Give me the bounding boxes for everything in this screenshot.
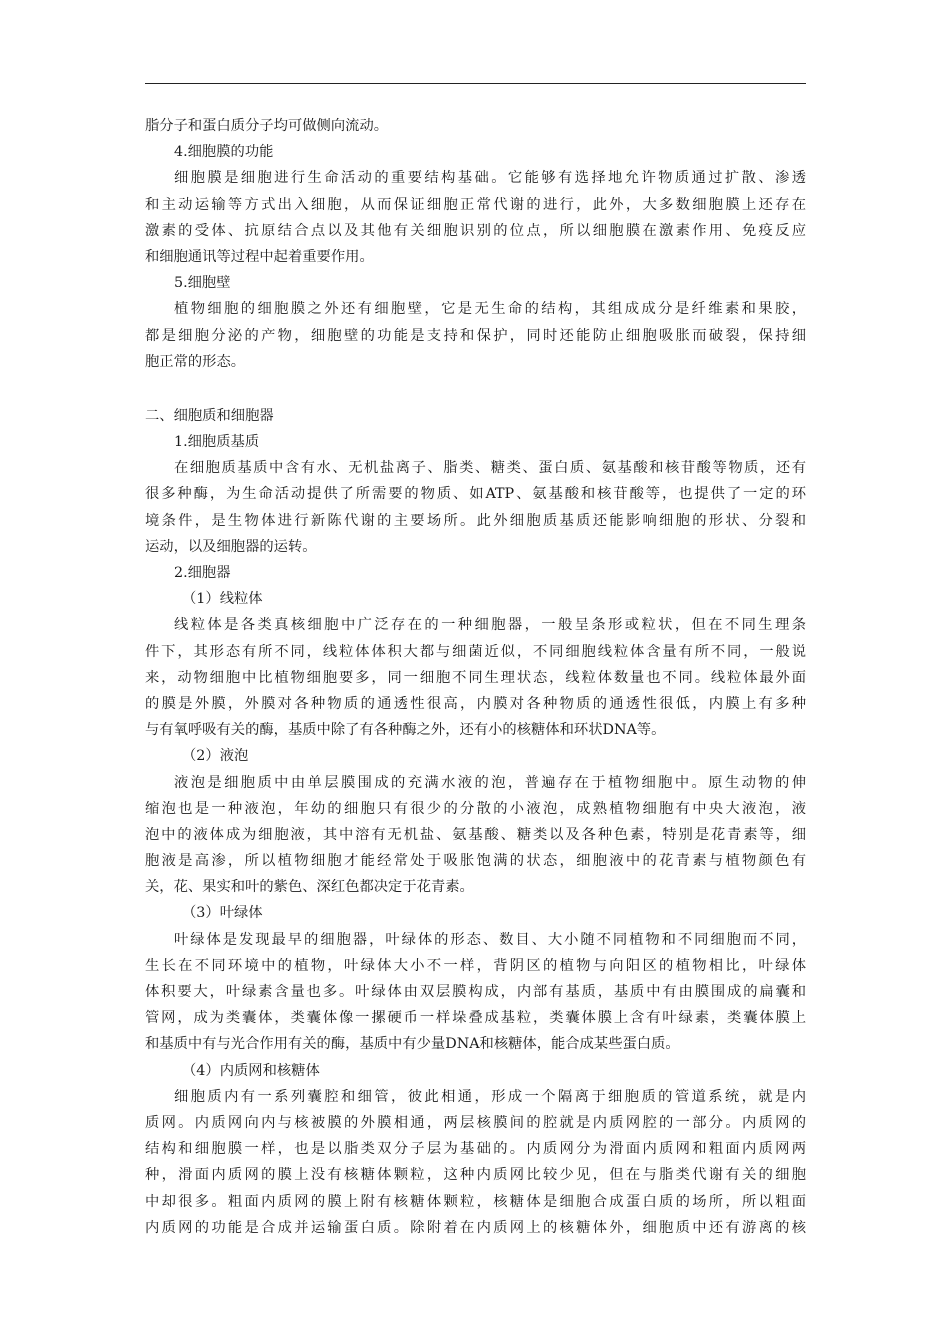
text-line: 来，动物细胞中比植物细胞要多，同一细胞不同生理状态，线粒体数量也不同。线粒体最外面 (145, 669, 806, 686)
text-line: 激素的受体、抗原结合点以及其他有关细胞识别的位点，所以细胞膜在激素作用、免疫反应 (145, 222, 806, 239)
text-line: 种，滑面内质网的膜上没有核糖体颗粒，这种内质网比较少见，但在与脂类代谢有关的细胞 (145, 1167, 806, 1184)
text-line: 叶绿体是发现最早的细胞器，叶绿体的形态、数目、大小随不同植物和不同细胞而不同， (174, 931, 806, 948)
paragraph-er-ribosome (145, 1084, 806, 1241)
heading-membrane-function: 4.细胞膜的功能 (174, 144, 274, 161)
text-line: 与有氧呼吸有关的酶，基质中除了有各种酶之外，还有小的核糖体和环状DNA等。 (145, 722, 666, 739)
paragraph-chloroplast (145, 927, 806, 1058)
text-line: 都是细胞分泌的产物，细胞壁的功能是支持和保护，同时还能防止细胞吸胀而破裂，保持细 (145, 327, 806, 344)
heading-cytoplasm-matrix: 1.细胞质基质 (174, 434, 260, 451)
text-line: 的膜是外膜，外膜对各种物质的通透性很高，内膜对各种物质的通透性很低，内膜上有多种 (145, 695, 806, 712)
text-line: 关，花、果实和叶的紫色、深红色都决定于花青素。 (145, 879, 474, 896)
header-rule (145, 83, 806, 84)
text-line: 管网，成为类囊体，类囊体像一摞硬币一样垛叠成基粒，类囊体膜上含有叶绿素，类囊体膜上 (145, 1010, 806, 1027)
subheading-chloroplast: （3）叶绿体 (182, 905, 263, 922)
subheading-vacuole: （2）液泡 (182, 748, 249, 765)
text-line: 内质网的功能是合成并运输蛋白质。除附着在内质网上的核糖体外，细胞质中还有游离的核 (145, 1219, 806, 1236)
text-line: 在细胞质基质中含有水、无机盐离子、脂类、糖类、蛋白质、氨基酸和核苷酸等物质，还有 (174, 460, 806, 477)
text-line: 体积要大，叶绿素含量也多。叶绿体由双层膜构成，内部有基质，基质中有由膜围成的扁囊和 (145, 984, 806, 1000)
text-line: 细胞膜是细胞进行生命活动的重要结构基础。它能够有选择地允许物质通过扩散、渗透 (174, 170, 806, 187)
text-line: 运动，以及细胞器的运转。 (145, 538, 317, 555)
text-line: 线粒体是各类真核细胞中广泛存在的一种细胞器，一般呈条形或粒状，但在不同生理条 (174, 617, 806, 634)
text-line: 和基质中有与光合作用有关的酶，基质中有少量DNA和核糖体，能合成某些蛋白质。 (145, 1036, 680, 1053)
text-line: 液泡是细胞质中由单层膜围成的充满水液的泡，普遍存在于植物细胞中。原生动物的伸 (174, 774, 806, 791)
text-line: 胞液是高渗，所以植物细胞才能经常处于吸胀饱满的状态，细胞液中的花青素与植物颜色有 (145, 853, 806, 870)
paragraph-membrane-function (145, 165, 806, 270)
text-line: 境条件，是生物体进行新陈代谢的主要场所。此外细胞质基质还能影响细胞的形状、分裂和 (145, 512, 806, 529)
text-line: 胞正常的形态。 (145, 353, 246, 370)
text-line: 结构和细胞膜一样，也是以脂类双分子层为基础的。内质网分为滑面内质网和粗面内质网两 (145, 1141, 806, 1158)
subheading-mitochondria: （1）线粒体 (182, 591, 263, 608)
text-line: 件下，其形态有所不同，线粒体体积大都与细菌近似，不同细胞线粒体含量有所不同，一般说 (145, 643, 806, 660)
text-line: 细胞质内有一系列囊腔和细管，彼此相通，形成一个隔离于细胞质的管道系统，就是内 (174, 1088, 806, 1105)
paragraph-mitochondria (145, 612, 806, 743)
text-line: 和细胞通讯等过程中起着重要作用。 (145, 248, 374, 265)
text-line: 中却很多。粗面内质网的膜上附有核糖体颗粒，核糖体是细胞合成蛋白质的场所，所以粗面 (145, 1193, 806, 1210)
text-line: 很多种酶，为生命活动提供了所需要的物质、如ATP、氨基酸和核苷酸等，也提供了一定的环 (145, 486, 806, 503)
section-title: 二、细胞质和细胞器 (145, 407, 274, 424)
heading-organelles: 2.细胞器 (174, 565, 231, 581)
paragraph-cell-wall (145, 296, 806, 375)
text-line: 缩泡也是一种液泡，年幼的细胞只有很少的分散的小液泡，成熟植物细胞有中央大液泡，液 (145, 800, 806, 817)
heading-cell-wall: 5.细胞壁 (174, 275, 231, 292)
continuation-text: 脂分子和蛋白质分子均可做侧向流动。 (145, 118, 389, 134)
subheading-er-ribosome: （4）内质网和核糖体 (182, 1062, 320, 1079)
text-line: 质网。内质网向内与核被膜的外膜相通，两层核膜间的腔就是内质网腔的一部分。内质网的 (145, 1114, 806, 1131)
text-line: 和主动运输等方式出入细胞，从而保证细胞正常代谢的进行，此外，大多数细胞膜上还存在 (145, 196, 806, 213)
text-line: 泡中的液体成为细胞液，其中溶有无机盐、氨基酸、糖类以及各种色素，特别是花青素等，细 (145, 826, 806, 843)
paragraph-vacuole (145, 770, 806, 901)
text-line: 生长在不同环境中的植物，叶绿体大小不一样，背阴区的植物与向阳区的植物相比，叶绿体 (145, 957, 806, 974)
paragraph-cytoplasm-matrix (145, 455, 806, 560)
document-body (145, 113, 806, 1241)
text-line: 植物细胞的细胞膜之外还有细胞壁，它是无生命的结构，其组成成分是纤维素和果胶， (174, 301, 806, 318)
